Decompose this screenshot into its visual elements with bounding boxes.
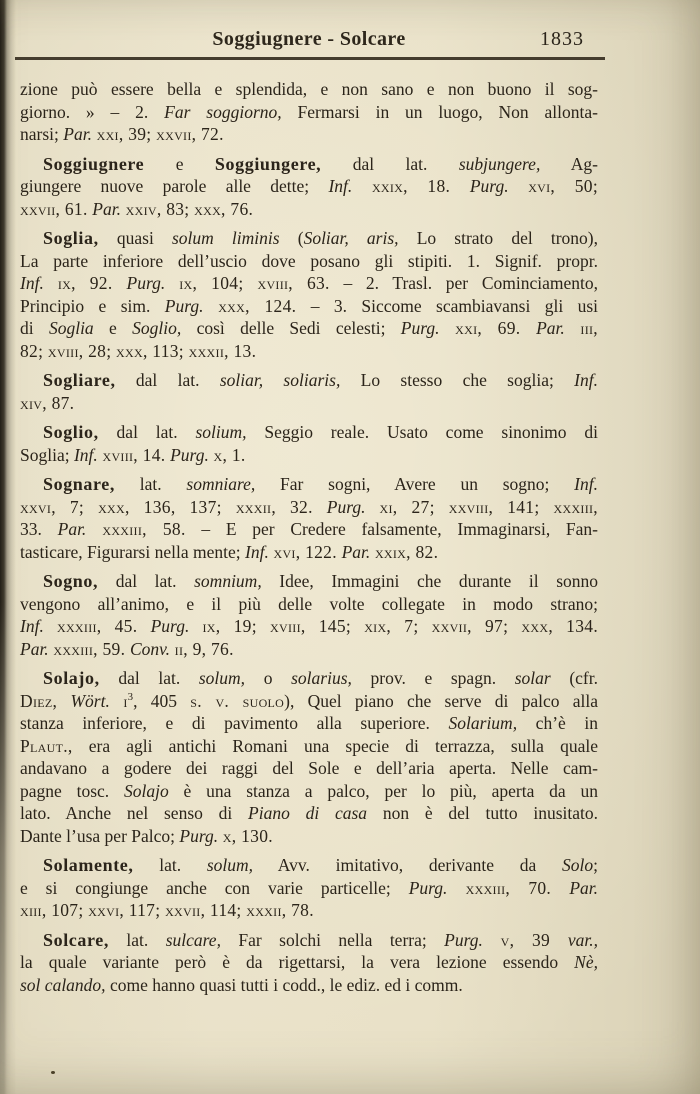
text-segment: dal lat. xyxy=(98,571,195,591)
text-line xyxy=(20,780,598,803)
headword: Soglio, xyxy=(43,422,99,442)
text-segment: Purg. xyxy=(469,176,509,196)
text-segment: xxi, 39; xxvii, 72. xyxy=(91,124,224,144)
text-line xyxy=(20,78,598,101)
text-line xyxy=(20,198,598,221)
text-segment: Purg. xyxy=(150,616,190,636)
text-segment: xxi, 69. xyxy=(439,318,537,338)
text-segment: lato. Anche nel senso di xyxy=(20,803,249,823)
text-segment: var., xyxy=(567,929,598,950)
text-segment: Soglia; xyxy=(20,444,74,465)
text-segment: Dante l’usa per Palco; xyxy=(20,825,180,846)
text-line xyxy=(20,496,598,519)
dictionary-entry xyxy=(20,929,598,997)
text-segment: Inf. xyxy=(245,541,269,562)
text-segment: o xyxy=(245,668,292,688)
text-segment: Inf. xyxy=(20,616,44,636)
dictionary-entry xyxy=(20,473,598,563)
text-segment: Purg. xyxy=(179,825,219,846)
text-segment: Purg. xyxy=(444,929,483,950)
text-segment: Purg. xyxy=(126,273,166,293)
page-title: Soggiugnere - Solcare xyxy=(212,28,406,50)
text-segment: somnium, xyxy=(194,571,262,591)
text-line xyxy=(20,593,598,616)
text-segment: Inf. xyxy=(574,474,598,494)
text-segment: ch’è in xyxy=(517,713,598,733)
text-segment: xiv, 87. xyxy=(20,392,75,413)
text-segment: solum liminis xyxy=(171,228,280,248)
text-segment: Principio e sim. xyxy=(20,295,165,316)
dictionary-entry xyxy=(20,854,598,922)
text-segment: così delle Sedi celesti; xyxy=(181,318,401,338)
page-body xyxy=(20,78,598,996)
text-segment: ; xyxy=(593,855,598,875)
text-line xyxy=(20,929,598,952)
text-segment: xvi, 122. xyxy=(268,541,342,562)
text-segment: Far solchi nella terra; xyxy=(220,929,445,950)
text-segment: – 3. Siccome scambiavansi gli usi xyxy=(296,295,598,316)
text-line xyxy=(20,123,598,146)
dictionary-entry xyxy=(20,667,598,847)
headword: Soggiugnere xyxy=(43,153,145,174)
headword: Solajo, xyxy=(43,668,100,688)
text-segment: dal lat. xyxy=(321,153,459,174)
text-segment: quasi xyxy=(98,228,172,248)
headword: Solamente, xyxy=(43,855,134,875)
text-segment: Par. xyxy=(92,198,121,219)
page-content xyxy=(20,26,598,996)
text-segment: v, 39 xyxy=(482,929,568,950)
text-segment: vengono all’animo, e il più delle volte collegate in modo strano; xyxy=(20,593,598,614)
text-segment: 33. xyxy=(20,519,58,539)
headword: Soggiungere, xyxy=(214,153,322,174)
dictionary-entry xyxy=(20,227,598,362)
text-segment: e xyxy=(93,318,133,338)
text-segment: la quale variante però è da rigettarsi, la vera lezione essendo xyxy=(20,952,575,972)
text-segment: ix, 19; xviii, 145; xix, 7; xxvii, 97; xxx, 134. xyxy=(189,616,599,636)
text-line xyxy=(20,175,598,198)
text-line xyxy=(20,667,598,690)
text-line xyxy=(20,295,598,318)
headword: Sognare, xyxy=(43,474,115,494)
text-segment: Lo strato del trono), xyxy=(398,228,598,248)
text-line xyxy=(20,690,598,713)
text-segment: dal lat. xyxy=(99,668,199,688)
headword: Solcare, xyxy=(43,929,109,950)
text-line xyxy=(20,825,598,848)
text-segment: Purg. xyxy=(326,496,366,517)
text-line xyxy=(20,340,598,363)
dictionary-entry xyxy=(20,153,598,221)
text-segment: 82; xviii, 28; xxx, 113; xxxii, 13. xyxy=(20,340,257,361)
text-segment: x, 130. xyxy=(218,825,273,846)
text-segment: lat. xyxy=(133,855,207,875)
text-segment: era agli antichi Romani una specie di terrazza, sulla quale xyxy=(72,735,598,756)
text-line xyxy=(20,638,598,661)
headword: Sogno, xyxy=(43,571,99,591)
page-number: 1833 xyxy=(540,28,584,50)
text-segment: xi, 27; xxviii, 141; xxxiii, xyxy=(365,496,598,517)
text-segment: dal lat. xyxy=(98,422,196,442)
text-segment: Avv. imitativo, derivante da xyxy=(253,855,562,875)
text-segment: Purg. xyxy=(400,318,440,338)
text-line xyxy=(20,101,598,124)
text-line xyxy=(20,802,598,825)
text-segment: subjungere, xyxy=(458,153,541,174)
text-segment: xxix, 82. xyxy=(370,541,439,562)
text-segment: ii, 9, 76. xyxy=(169,638,234,659)
text-line xyxy=(20,951,598,974)
text-line xyxy=(20,227,598,250)
text-segment: Idee, Immagini che durante il sonno xyxy=(261,571,599,591)
text-line xyxy=(20,444,598,467)
text-segment: narsi; xyxy=(20,124,64,144)
text-segment: lat. xyxy=(114,474,187,494)
text-segment: iii, xyxy=(564,318,598,338)
text-line xyxy=(20,854,598,877)
text-segment: i xyxy=(109,690,128,711)
text-segment: Fermarsi in un luogo, Non allonta- xyxy=(281,101,598,122)
text-segment: Par. xyxy=(63,124,92,144)
text-segment: stanza inferiore, e di pavimento alla superiore. xyxy=(20,713,449,733)
text-segment: Par. xyxy=(20,638,49,659)
continuation-paragraph xyxy=(20,78,598,146)
text-segment: solum, xyxy=(206,855,254,875)
text-line xyxy=(20,392,598,415)
text-line xyxy=(20,541,598,564)
text-segment xyxy=(57,691,70,711)
text-line xyxy=(20,153,598,176)
text-segment: Solo xyxy=(562,855,594,875)
text-segment: – 2. Trasl. per Cominciamento, xyxy=(329,273,598,293)
text-segment: lat. xyxy=(108,929,166,950)
text-segment: Soglia xyxy=(48,318,94,338)
text-segment: Ag- xyxy=(540,153,599,174)
text-segment: Piano di casa xyxy=(248,803,368,823)
text-segment: 3 xyxy=(127,690,134,703)
text-segment: soliar, soliaris, xyxy=(219,370,341,390)
text-line xyxy=(20,877,598,900)
text-segment: Par. xyxy=(536,318,565,338)
text-segment: solium, xyxy=(195,422,247,442)
text-line xyxy=(20,615,598,638)
text-segment: è una stanza a palco, per lo più, aperta da un xyxy=(168,780,598,801)
text-segment: Inf. xyxy=(20,273,44,293)
text-segment: Soglio, xyxy=(132,318,182,338)
text-segment: Purg. xyxy=(170,444,209,465)
text-segment: zione può essere bella e splendida, e non sano e non buono il sog- xyxy=(20,79,598,99)
text-segment: Soliar, aris, xyxy=(303,228,399,248)
text-segment: xiii, 107; xxvi, 117; xxvii, 114; xxxii, 78. xyxy=(20,900,314,920)
text-segment: sulcare, xyxy=(165,929,221,950)
text-segment: xxxiii, 45. xyxy=(43,616,151,636)
text-line xyxy=(20,899,598,922)
text-segment: Solajo xyxy=(124,780,169,801)
text-line xyxy=(20,518,598,541)
text-line xyxy=(20,250,598,273)
text-segment: (cfr. xyxy=(550,668,598,688)
text-segment: Inf. xyxy=(328,176,353,196)
text-segment: xviii, 14. xyxy=(97,444,171,465)
text-segment: x, 1. xyxy=(208,444,246,465)
text-segment: Conv. xyxy=(129,638,170,659)
text-segment: Par. xyxy=(57,519,87,539)
text-line xyxy=(20,757,598,780)
text-segment: xxxiii, 70. xyxy=(447,877,570,898)
text-segment: andavano a godere dei raggi del Sole e dell’aria aperta. Nelle cam- xyxy=(20,758,598,778)
ink-speck xyxy=(51,1071,55,1074)
text-segment: Par. xyxy=(569,877,598,898)
text-segment: xxxiii, 59. xyxy=(48,638,130,659)
text-line xyxy=(20,317,598,340)
binding-shadow-fade xyxy=(0,0,16,1094)
text-line xyxy=(20,712,598,735)
dictionary-entry xyxy=(20,570,598,660)
text-segment: ( xyxy=(279,228,304,248)
text-segment: prov. e spagn. xyxy=(351,668,515,688)
headword: Sogliare, xyxy=(43,370,116,390)
text-segment: solar xyxy=(514,668,551,688)
text-segment: come hanno quasi tutti i codd., le ediz. ed i comm. xyxy=(105,974,463,995)
text-segment: ix, 92. xyxy=(43,273,127,293)
text-segment: Purg. xyxy=(164,295,204,316)
text-segment: xvi, 50; xyxy=(508,176,598,196)
running-header xyxy=(20,26,598,53)
text-segment: somniare, xyxy=(186,474,256,494)
text-segment: Par. xyxy=(341,541,371,562)
text-segment: e xyxy=(144,153,215,174)
text-segment: Inf. xyxy=(574,370,598,390)
text-segment: dal lat. xyxy=(115,370,220,390)
text-line xyxy=(20,570,598,593)
header-rule xyxy=(15,57,605,60)
text-segment: Far soggiorno, xyxy=(164,101,282,122)
text-line xyxy=(20,421,598,444)
text-segment: Nè, xyxy=(574,952,598,972)
text-line xyxy=(20,272,598,295)
text-segment: ix, 104; xviii, 63. xyxy=(165,273,330,293)
text-segment: pagne tosc. xyxy=(20,780,124,801)
text-segment: Diez, xyxy=(20,690,58,711)
text-segment: xxvi, 7; xxx, 136, 137; xxxii, 32. xyxy=(20,496,327,517)
text-segment: Solarium, xyxy=(448,713,518,733)
text-segment: solarius, xyxy=(291,668,352,688)
headword: Soglia, xyxy=(43,228,99,248)
text-line xyxy=(20,369,598,392)
text-segment: Wört. xyxy=(70,690,110,711)
text-segment: s. v. suolo xyxy=(190,690,285,711)
text-segment: – E per Credere falsamente, Immaginarsi, Fan- xyxy=(185,519,599,539)
dictionary-entry xyxy=(20,369,598,414)
dictionary-entry xyxy=(20,421,598,466)
text-segment: solum, xyxy=(198,668,246,688)
text-line xyxy=(20,974,598,997)
text-segment: Far sogni, Avere un sogno; xyxy=(255,474,575,494)
text-segment: xxiv, 83; xxx, 76. xyxy=(120,198,254,219)
text-segment: giungere nuove parole alle dette; xyxy=(20,176,329,196)
text-segment: Inf. xyxy=(73,444,98,465)
text-segment: Lo stesso che soglia; xyxy=(340,370,575,390)
text-segment: xxix, 18. xyxy=(352,176,470,196)
text-segment: xxx, 124. xyxy=(203,295,297,316)
text-segment: Seggio reale. Usato come sinonimo di xyxy=(246,422,598,442)
text-segment: sol calando, xyxy=(20,974,106,995)
text-segment: Purg. xyxy=(408,877,448,898)
text-segment: tasticare, Figurarsi nella mente; xyxy=(20,541,245,562)
text-segment: Plaut., xyxy=(20,735,73,756)
text-segment: xxxiii, 58. xyxy=(86,519,186,539)
text-line xyxy=(20,473,598,496)
text-segment: ), Quel piano che serve di palco alla xyxy=(284,690,598,711)
text-segment: , 405 xyxy=(133,690,191,711)
text-segment: non è del tutto inusitato. xyxy=(367,803,599,823)
text-line xyxy=(20,735,598,758)
text-segment: La parte inferiore dell’uscio dove posano gli stipiti. 1. Signif. propr. xyxy=(20,250,598,271)
text-segment: di xyxy=(20,318,49,338)
text-segment: giorno. » – 2. xyxy=(20,101,165,122)
text-segment: xxvii, 61. xyxy=(20,198,93,219)
text-segment: e si congiunge anche con varie particelle; xyxy=(20,877,409,898)
